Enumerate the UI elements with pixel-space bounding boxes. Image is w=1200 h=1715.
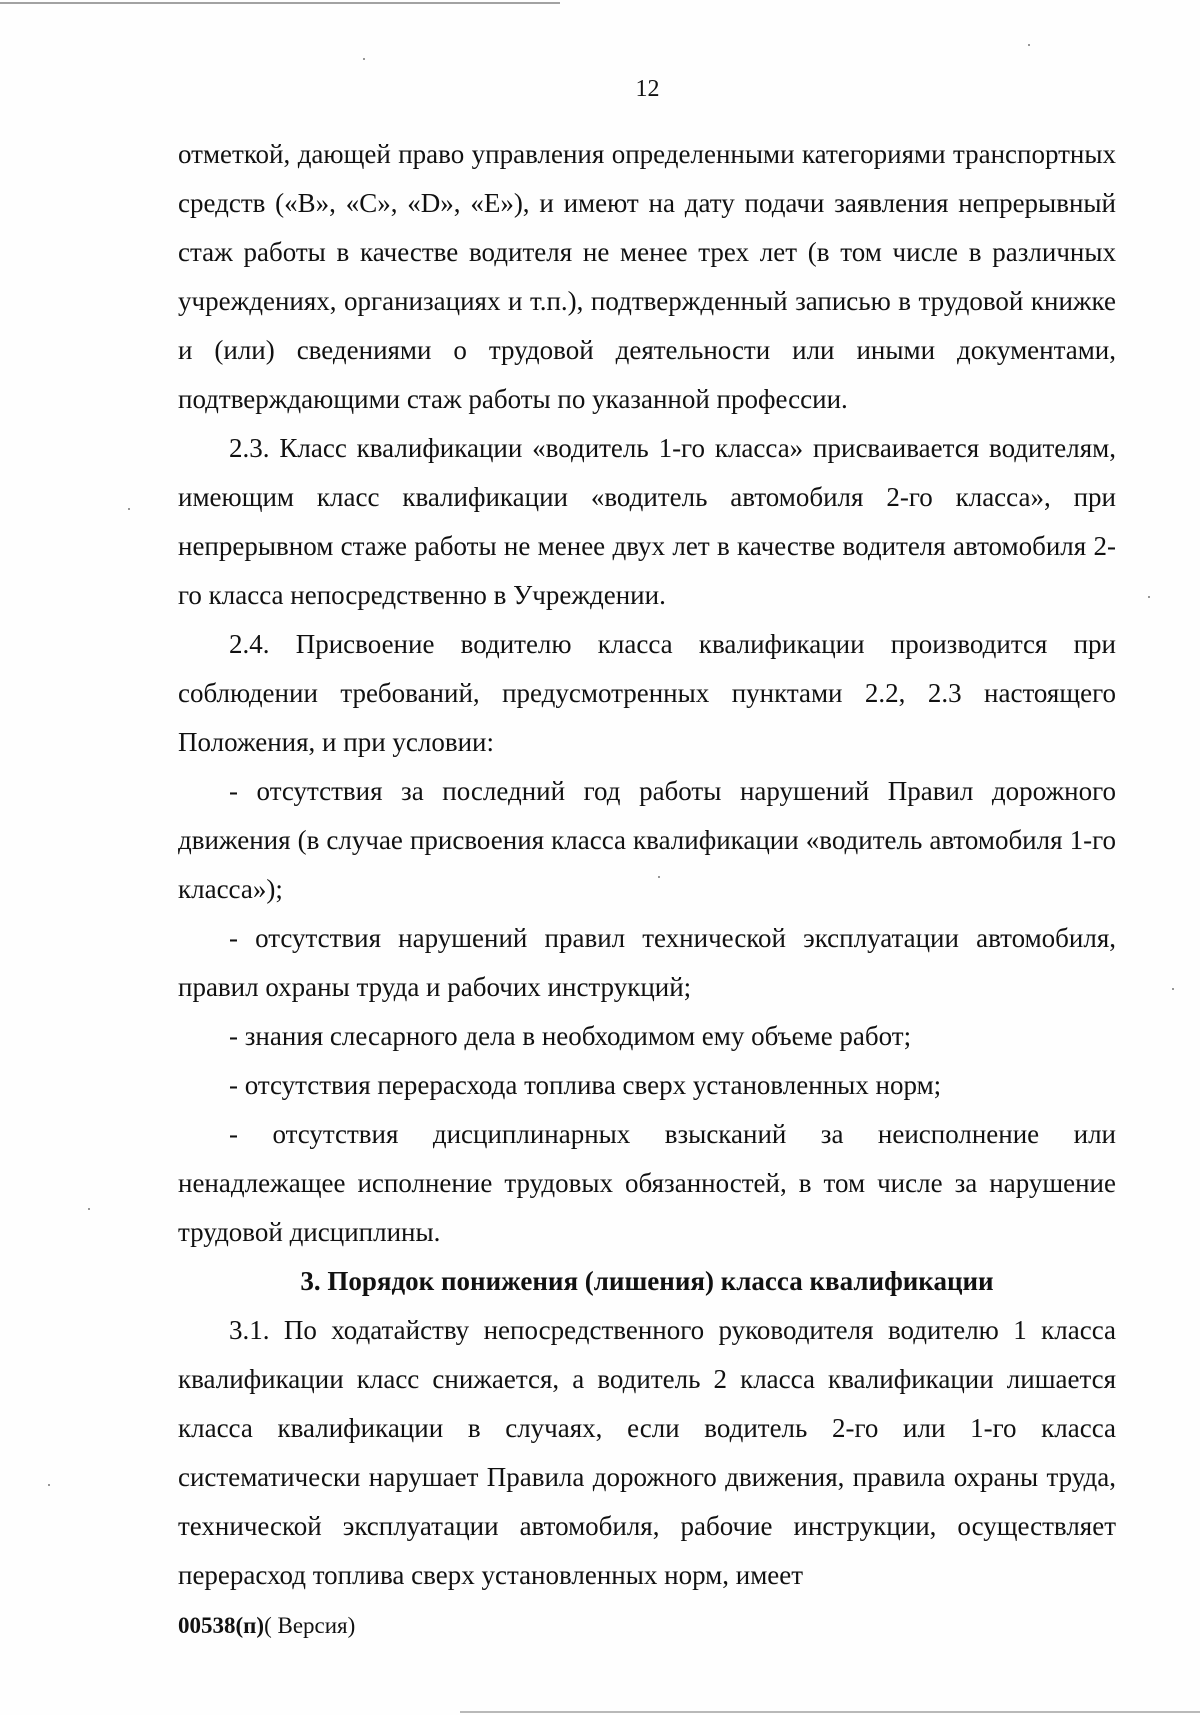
condition-item: - отсутствия перерасхода топлива сверх установленных норм; [229,1070,942,1100]
condition-item: - знания слесарного дела в необходимом ему объеме работ; [229,1021,912,1051]
document-code: 00538(п) [178,1613,265,1638]
scan-edge-bottom [460,1711,1200,1713]
page-number: 12 [635,76,660,102]
scan-speck [48,1484,50,1486]
paragraph-2-3: 2.3. Класс квалификации «водитель 1-го класса» присваивается водителям, имеющим класс квалификации «водитель автомобиля 2-го класса», при непрерывном стаже работы не менее двух лет в качестве водителя автомобиля 2-го класса непосредственно в Учреждении. [178,433,1116,610]
condition-item: - отсутствия дисциплинарных взысканий за неисполнение или ненадлежащее исполнение трудовых обязанностей, в том числе за нарушение трудовой дисциплины. [178,1119,1116,1247]
document-body [178,130,1116,1600]
scan-speck [363,58,365,60]
condition-item: - отсутствия за последний год работы нарушений Правил дорожного движения (в случае присвоения класса квалификации «водитель автомобиля 1-го класса»); [178,776,1116,904]
document-version: ( Версия) [264,1613,356,1638]
condition-item: - отсутствия нарушений правил технической эксплуатации автомобиля, правил охраны труда и рабочих инструкций; [178,923,1116,1002]
scan-speck [88,1208,90,1210]
scan-edge-top [0,2,560,4]
scan-speck [1172,988,1174,990]
paragraph-2-4: 2.4. Присвоение водителю класса квалификации производится при соблюдении требований, предусмотренных пунктами 2.2, 2.3 настоящего Положения, и при условии: [178,629,1116,757]
paragraph-3-1: 3.1. По ходатайству непосредственного руководителя водителю 1 класса квалификации класс снижается, а водитель 2 класса квалификации лишается класса квалификации в случаях, если водитель 2-го или 1-го класса систематически нарушает Правила дорожного движения, правила охраны труда, технической эксплуатации автомобиля, рабочие инструкции, осуществляет перерасход топлива сверх установленных норм, имеет [178,1315,1116,1590]
scan-speck [128,508,130,510]
scan-speck [1028,44,1030,46]
scan-speck [1148,596,1150,598]
section-3-heading: 3. Порядок понижения (лишения) класса квалификации [300,1266,994,1296]
paragraph-continued: отметкой, дающей право управления определенными категориями транспортных средств («В», «С», «D», «Е»), и имеют на дату подачи заявления непрерывный стаж работы в качестве водителя не менее трех лет (в том числе в различных учреждениях, организациях и т.п.), подтвержденный записью в трудовой книжке и (или) сведениями о трудовой деятельности или иными документами, подтверждающими стаж работы по указанной профессии. [178,139,1116,414]
document-footer [178,1613,355,1639]
